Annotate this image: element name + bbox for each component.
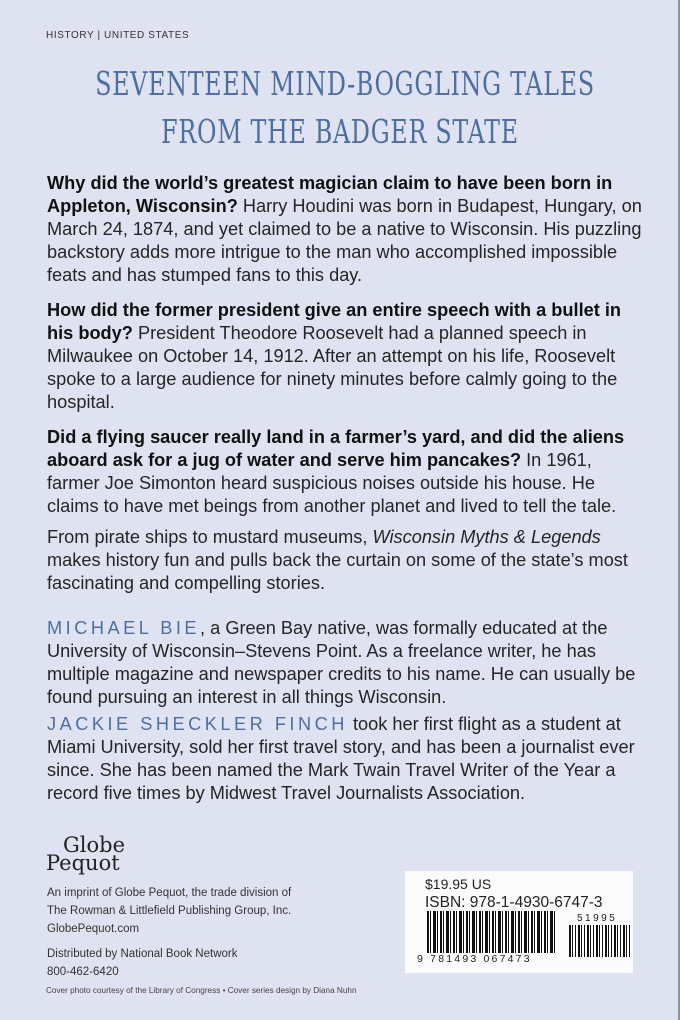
book-title: Wisconsin Myths & Legends — [372, 527, 601, 547]
tale-paragraph-2 — [47, 299, 647, 414]
barcode-bars — [427, 911, 555, 953]
price: $19.95 US — [425, 876, 492, 892]
imprint-line-1: An imprint of Globe Pequot, the trade division of — [47, 887, 292, 899]
author-bio-2 — [47, 713, 647, 805]
logo-line-2: Pequot — [46, 851, 120, 875]
author-bio-1 — [47, 617, 647, 709]
headline — [95, 60, 595, 156]
tale-answer: President Theodore Roosevelt had a planned speech in Milwaukee on October 14, 1912. After an attempt on his life, Roosevelt spoke to a large audience for ninety minutes before calmly going to the hospital. — [47, 323, 618, 412]
tale-paragraph-3 — [47, 426, 647, 518]
distributor: Distributed by National Book Network — [47, 948, 238, 960]
summary-text: makes history fun and pulls back the curtain on some of the state’s most fascinating and compelling stories. — [47, 550, 628, 593]
publisher-website: GlobePequot.com — [47, 923, 140, 935]
summary-text: From pirate ships to mustard museums, — [47, 527, 373, 547]
tale-answer: In 1961, farmer Joe Simonton heard suspicious noises outside his house. He claims to have met beings from another planet and lived to tell the tale. — [47, 450, 617, 516]
barcode-digits: 9 781493 067473 — [417, 953, 532, 965]
headline-line-1: SEVENTEEN MIND-BOGGLING TALES — [95, 64, 595, 103]
cover-credits: Cover photo courtesy of the Library of Congress • Cover series design by Diana Nuhn — [46, 986, 357, 995]
tale-answer: Harry Houdini was born in Budapest, Hungary, on March 24, 1874, and yet claimed to be a native to Wisconsin. His puzzling backstory adds more intrigue to the man who accomplished impossible feats and has stumped fans to this day. — [47, 196, 642, 285]
tale-paragraph-1 — [47, 172, 647, 287]
isbn: ISBN: 978-1-4930-6747-3 — [425, 894, 603, 911]
barcode-box — [405, 871, 633, 973]
summary-paragraph — [47, 526, 647, 595]
logo-line-1: Globe — [63, 833, 126, 857]
category-label: HISTORY | UNITED STATES — [46, 30, 190, 41]
author-name: MICHAEL BIE — [47, 618, 201, 638]
imprint-line-2: The Rowman & Littlefield Publishing Group, Inc. — [47, 905, 292, 917]
author-name: JACKIE SHECKLER FINCH — [47, 714, 348, 734]
headline-line-2: FROM THE BADGER STATE — [161, 112, 519, 151]
tale-question: Did a flying saucer really land in a farmer’s yard, and did the aliens aboard ask for a jug of water and serve him pancakes? — [47, 427, 625, 470]
tale-question: Why did the world’s greatest magician claim to have been born in Appleton, Wisconsin? — [47, 173, 613, 216]
barcode-addon-bars — [569, 925, 631, 957]
imprint-info — [47, 884, 387, 988]
author-bio: , a Green Bay native, was formally educated at the University of Wisconsin–Stevens Point. As a freelance writer, he has multiple magazine and newspaper credits to his name. He can usually be found pursuing an interest in all things Wisconsin. — [47, 618, 636, 707]
tale-question: How did the former president give an entire speech with a bullet in his body? — [47, 300, 622, 343]
author-bio: took her first flight as a student at Miami University, sold her first travel story, and has been a journalist ever since. She has been named the Mark Twain Travel Writer of the Year a record five times by Midwest Travel Journalists Association. — [47, 714, 635, 803]
barcode-addon-digits: 51995 — [577, 913, 618, 924]
distributor-phone: 800-462-6420 — [47, 966, 119, 978]
publisher-logo — [46, 833, 126, 875]
